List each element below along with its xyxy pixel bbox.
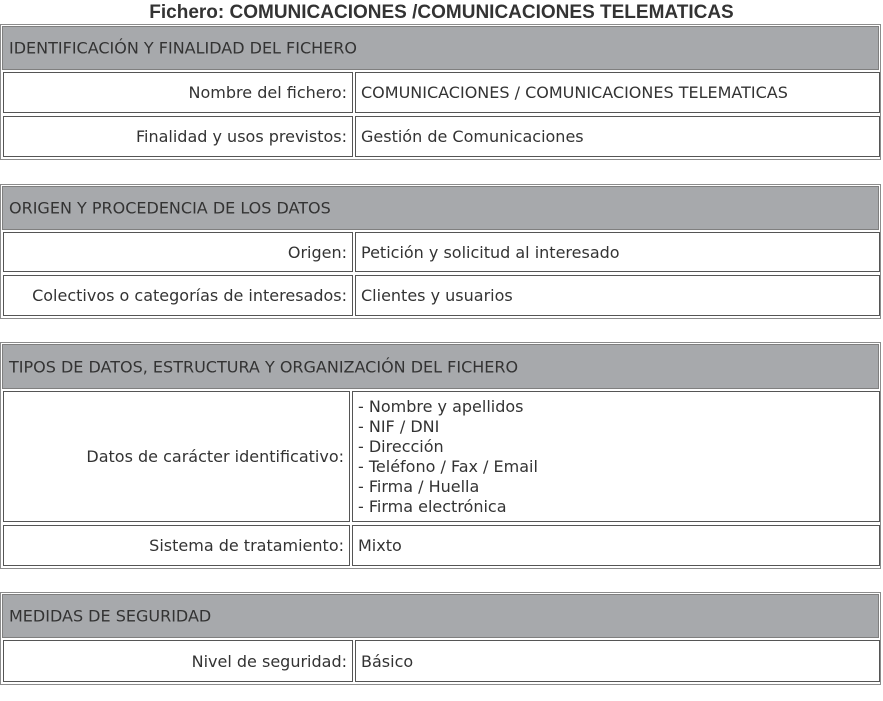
colectivos-label: Colectivos o categorías de interesados: bbox=[3, 275, 353, 316]
list-item: - Firma electrónica bbox=[358, 497, 507, 516]
page-title: Fichero: COMUNICACIONES /COMUNICACIONES TELEMATICAS bbox=[149, 2, 734, 23]
section-heading-text: IDENTIFICACIÓN Y FINALIDAD DEL FICHERO bbox=[9, 38, 357, 58]
finalidad-value: Gestión de Comunicaciones bbox=[355, 116, 880, 157]
sistema-tratamiento-label: Sistema de tratamiento: bbox=[3, 525, 350, 566]
section-medidas-seguridad bbox=[0, 592, 881, 685]
sistema-tratamiento-value: Mixto bbox=[352, 525, 880, 566]
list-item: - Teléfono / Fax / Email bbox=[358, 457, 538, 476]
section-heading-text: ORIGEN Y PROCEDENCIA DE LOS DATOS bbox=[9, 198, 331, 218]
finalidad-label: Finalidad y usos previstos: bbox=[3, 116, 353, 157]
section-heading bbox=[2, 594, 879, 638]
nivel-seguridad-label: Nivel de seguridad: bbox=[3, 640, 353, 682]
section-heading bbox=[2, 186, 879, 230]
origen-value: Petición y solicitud al interesado bbox=[355, 232, 880, 272]
section-origen bbox=[0, 184, 881, 319]
list-item: - Dirección bbox=[358, 437, 444, 456]
identificativo-label: Datos de carácter identificativo: bbox=[3, 391, 350, 522]
colectivos-value: Clientes y usuarios bbox=[355, 275, 880, 316]
list-item: - NIF / DNI bbox=[358, 417, 440, 436]
nombre-fichero-label: Nombre del fichero: bbox=[3, 72, 353, 113]
section-heading bbox=[2, 344, 879, 389]
identificativo-list bbox=[352, 391, 880, 522]
nivel-seguridad-value: Básico bbox=[355, 640, 880, 682]
list-item: - Firma / Huella bbox=[358, 477, 480, 496]
section-heading-text: TIPOS DE DATOS, ESTRUCTURA Y ORGANIZACIÓN DEL FICHERO bbox=[9, 357, 519, 376]
section-heading bbox=[2, 26, 879, 70]
list-item: - Nombre y apellidos bbox=[358, 397, 524, 416]
section-tipos-datos bbox=[0, 342, 881, 569]
section-heading-text: MEDIDAS DE SEGURIDAD bbox=[9, 606, 212, 626]
section-identificacion bbox=[0, 24, 881, 160]
nombre-fichero-value: COMUNICACIONES / COMUNICACIONES TELEMATICAS bbox=[355, 72, 880, 113]
origen-label: Origen: bbox=[3, 232, 353, 272]
